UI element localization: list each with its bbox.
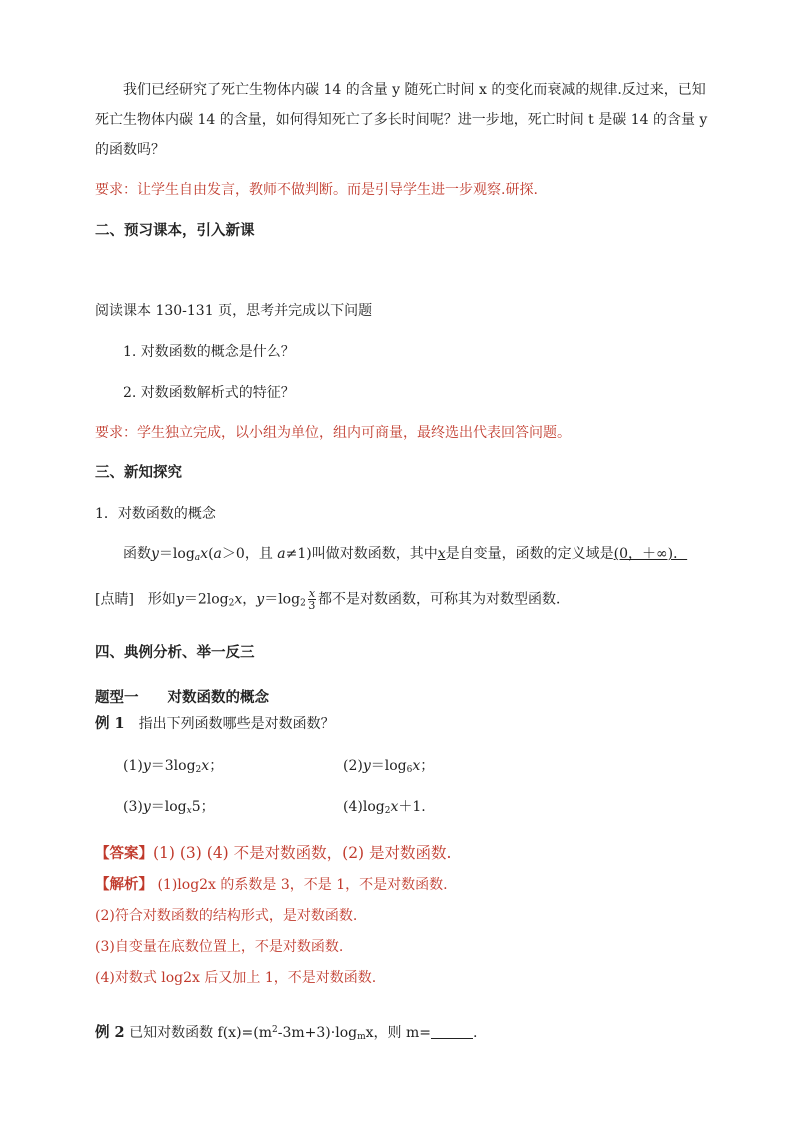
intro-paragraph-line-1: 我们已经研究了死亡生物体内碳 14 的含量 y 随死亡时间 x 的变化而衰减的规律.反过来，已知 xyxy=(123,82,706,98)
tip-text-b: ， xyxy=(242,591,257,608)
analysis-line-3: (3)自变量在底数位置上，不是对数函数. xyxy=(95,939,344,955)
tip-text-c: 都不是对数函数，可称其为对数型函数． xyxy=(318,591,571,608)
example-1-label: 例 1 xyxy=(95,715,125,732)
analysis-label: 【解析】 xyxy=(95,876,153,893)
definition-text-a: 函数 xyxy=(123,546,151,562)
section4-heading: 四、典例分析、举一反三 xyxy=(95,644,255,661)
question-type-1: 题型一 对数函数的概念 xyxy=(95,689,269,706)
intro-paragraph-line-3: 的函数吗？ xyxy=(95,142,165,158)
option-1: $(1)y=3\log_2x$； xyxy=(123,758,224,775)
example-2-text-b: -3m+3)·log xyxy=(277,1025,358,1041)
answer-blank xyxy=(431,1024,473,1039)
example-1-title xyxy=(95,714,335,734)
option-3-label: (3) xyxy=(123,799,143,815)
analysis-line-2: (2)符合对数函数的结构形式，是对数函数. xyxy=(95,908,358,924)
section2-heading: 二、预习课本，引入新课 xyxy=(95,222,255,239)
section3-heading: 三、新知探究 xyxy=(95,464,182,481)
example-2-label: 例 2 xyxy=(95,1024,125,1041)
analysis-line-4: (4)对数式 log2x 后又加上 1，不是对数函数. xyxy=(95,970,377,986)
question-2: 2. 对数函数解析式的特征？ xyxy=(123,385,295,401)
example-2-text-a: 已知对数函数 f(x)=(m xyxy=(124,1025,273,1041)
section2-requirement: 要求：学生独立完成，以小组为单位，组内可商量，最终选出代表回答问题。 xyxy=(95,425,571,441)
intro-paragraph-line-2: 死亡生物体内碳 14 的含量，如何得知死亡了多长时间呢？进一步地，死亡时间 t 是碳 14 的含量 y xyxy=(95,112,708,128)
section2-reading: 阅读课本 130-131 页，思考并完成以下问题 xyxy=(95,303,373,319)
definition-text-e: 是自变量，函数的定义域是 xyxy=(445,546,614,562)
analysis-line-1 xyxy=(95,875,448,895)
tip-note: [点睛] 形如$y=2\log_2x$，$y=\log_2$ $\frac{x}{3}$ 都不是对数函数，可称其为对数型函数． xyxy=(95,587,571,612)
variable-x: x xyxy=(437,546,446,562)
definition-text-d: )叫做对数函数，其中 xyxy=(306,546,438,562)
log-function-definition: 函数$y=\log_ax(a>0$，且 a≠1)叫做对数函数，其中x是自变量，函数的定义域是(0，＋∞)． xyxy=(123,546,688,563)
analysis-text-1: (1)log2x 的系数是 3，不是 1，不是对数函数. xyxy=(157,877,448,893)
domain-answer: (0，＋∞)． xyxy=(613,546,688,562)
option-2: $(2)y=\log_6x$； xyxy=(343,758,435,775)
section3-subheading: 1．对数函数的概念 xyxy=(95,506,216,522)
example-1-text: 指出下列函数哪些是对数函数？ xyxy=(124,716,335,732)
question-1: 1. 对数函数的概念是什么？ xyxy=(123,344,295,360)
definition-text-c: ，且 xyxy=(244,546,273,562)
tip-text-a: [点睛] 形如 xyxy=(95,591,176,608)
option-4-label: (4) xyxy=(343,799,363,815)
answer-text: (1) (3) (4) 不是对数函数，(2) 是对数函数. xyxy=(153,844,452,862)
answer-label: 【答案】 xyxy=(95,845,153,862)
example-2: 例 2 已知对数函数 $f(x)=(m^2-3m+3)\cdot\log_mx$，则 m= . xyxy=(95,1024,478,1042)
fraction-x-over-3: $\frac{x}{3}$ xyxy=(308,587,316,612)
intro-requirement: 要求：让学生自由发言，教师不做判断。而是引导学生进一步观察.研探. xyxy=(95,182,538,198)
definition-text-b: ( xyxy=(208,546,214,562)
answer-line xyxy=(95,843,451,864)
option-4: $(4)\log_2x+1$. xyxy=(343,799,426,816)
definition-formula: y xyxy=(151,546,159,562)
option-1-label: (1) xyxy=(123,758,143,774)
example-2-text-c: x，则 m= xyxy=(365,1025,431,1041)
option-3: $(3)y=\log_x5$； xyxy=(123,799,215,816)
example-2-text-d: . xyxy=(473,1025,478,1041)
option-2-label: (2) xyxy=(343,758,363,774)
